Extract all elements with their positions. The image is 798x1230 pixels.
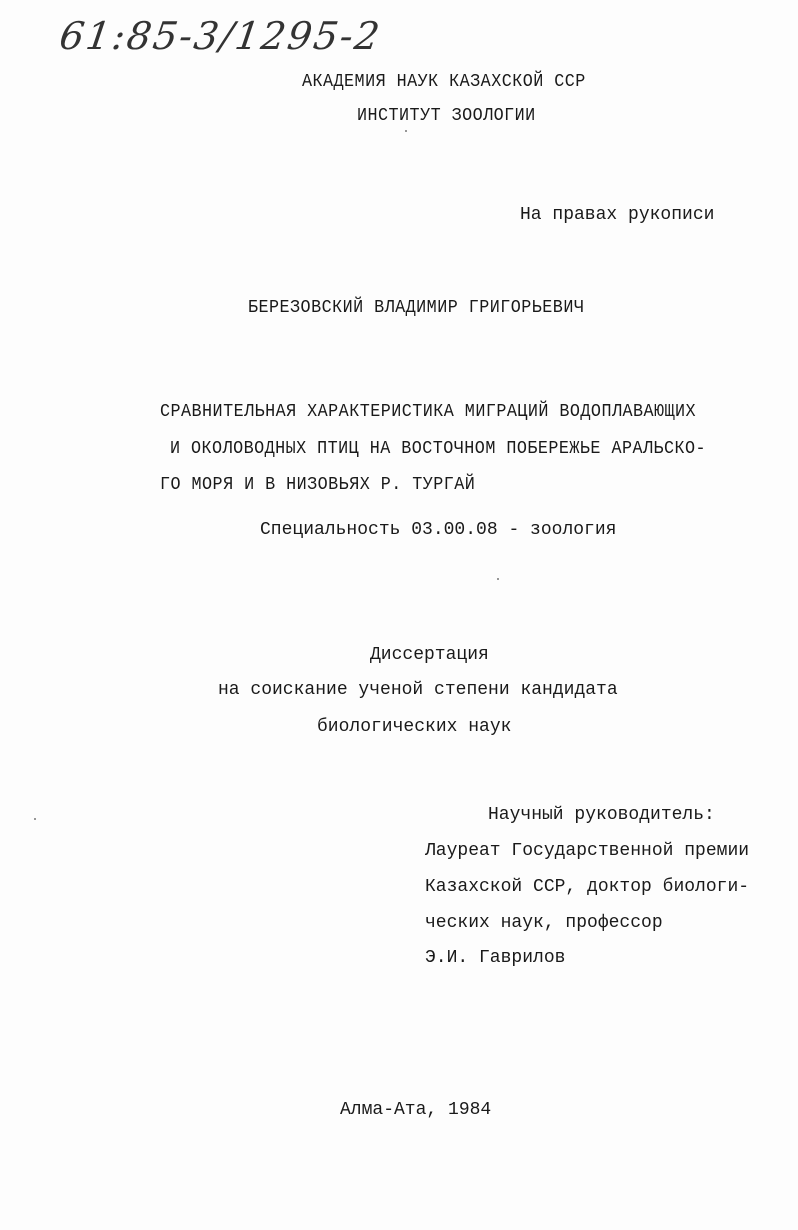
supervisor-line: ческих наук, профессор xyxy=(425,913,663,933)
dissertation-line: биологических наук xyxy=(317,717,512,737)
supervisor-name: Э.И. Гаврилов xyxy=(425,948,566,968)
author-name: БЕРЕЗОВСКИЙ ВЛАДИМИР ГРИГОРЬЕВИЧ xyxy=(248,298,585,318)
scan-speck xyxy=(497,578,499,580)
dissertation-line: Диссертация xyxy=(370,645,489,665)
title-line: И ОКОЛОВОДНЫХ ПТИЦ НА ВОСТОЧНОМ ПОБЕРЕЖЬЕ АРАЛЬСКО- xyxy=(170,439,707,459)
title-line: СРАВНИТЕЛЬНАЯ ХАРАКТЕРИСТИКА МИГРАЦИЙ ВОДОПЛАВАЮЩИХ xyxy=(160,402,697,422)
dissertation-line: на соискание ученой степени кандидата xyxy=(218,680,618,700)
manuscript-note: На правах рукописи xyxy=(520,205,715,225)
scan-speck xyxy=(405,130,407,132)
specialty: Специальность 03.00.08 - зоология xyxy=(260,520,617,540)
institute-name: ИНСТИТУТ ЗООЛОГИИ xyxy=(357,106,536,126)
place-and-year: Алма-Ата, 1984 xyxy=(340,1100,492,1120)
supervisor-line: Казахской ССР, доктор биологи- xyxy=(425,877,750,897)
scan-speck xyxy=(34,818,36,820)
supervisor-line: Лауреат Государственной премии xyxy=(425,841,750,861)
handwritten-catalog-number: 61:85-3/1295-2 xyxy=(56,14,385,58)
title-line: ГО МОРЯ И В НИЗОВЬЯХ Р. ТУРГАЙ xyxy=(160,475,476,495)
academy-name: АКАДЕМИЯ НАУК КАЗАХСКОЙ ССР xyxy=(302,72,586,92)
supervisor-heading: Научный руководитель: xyxy=(488,805,715,825)
